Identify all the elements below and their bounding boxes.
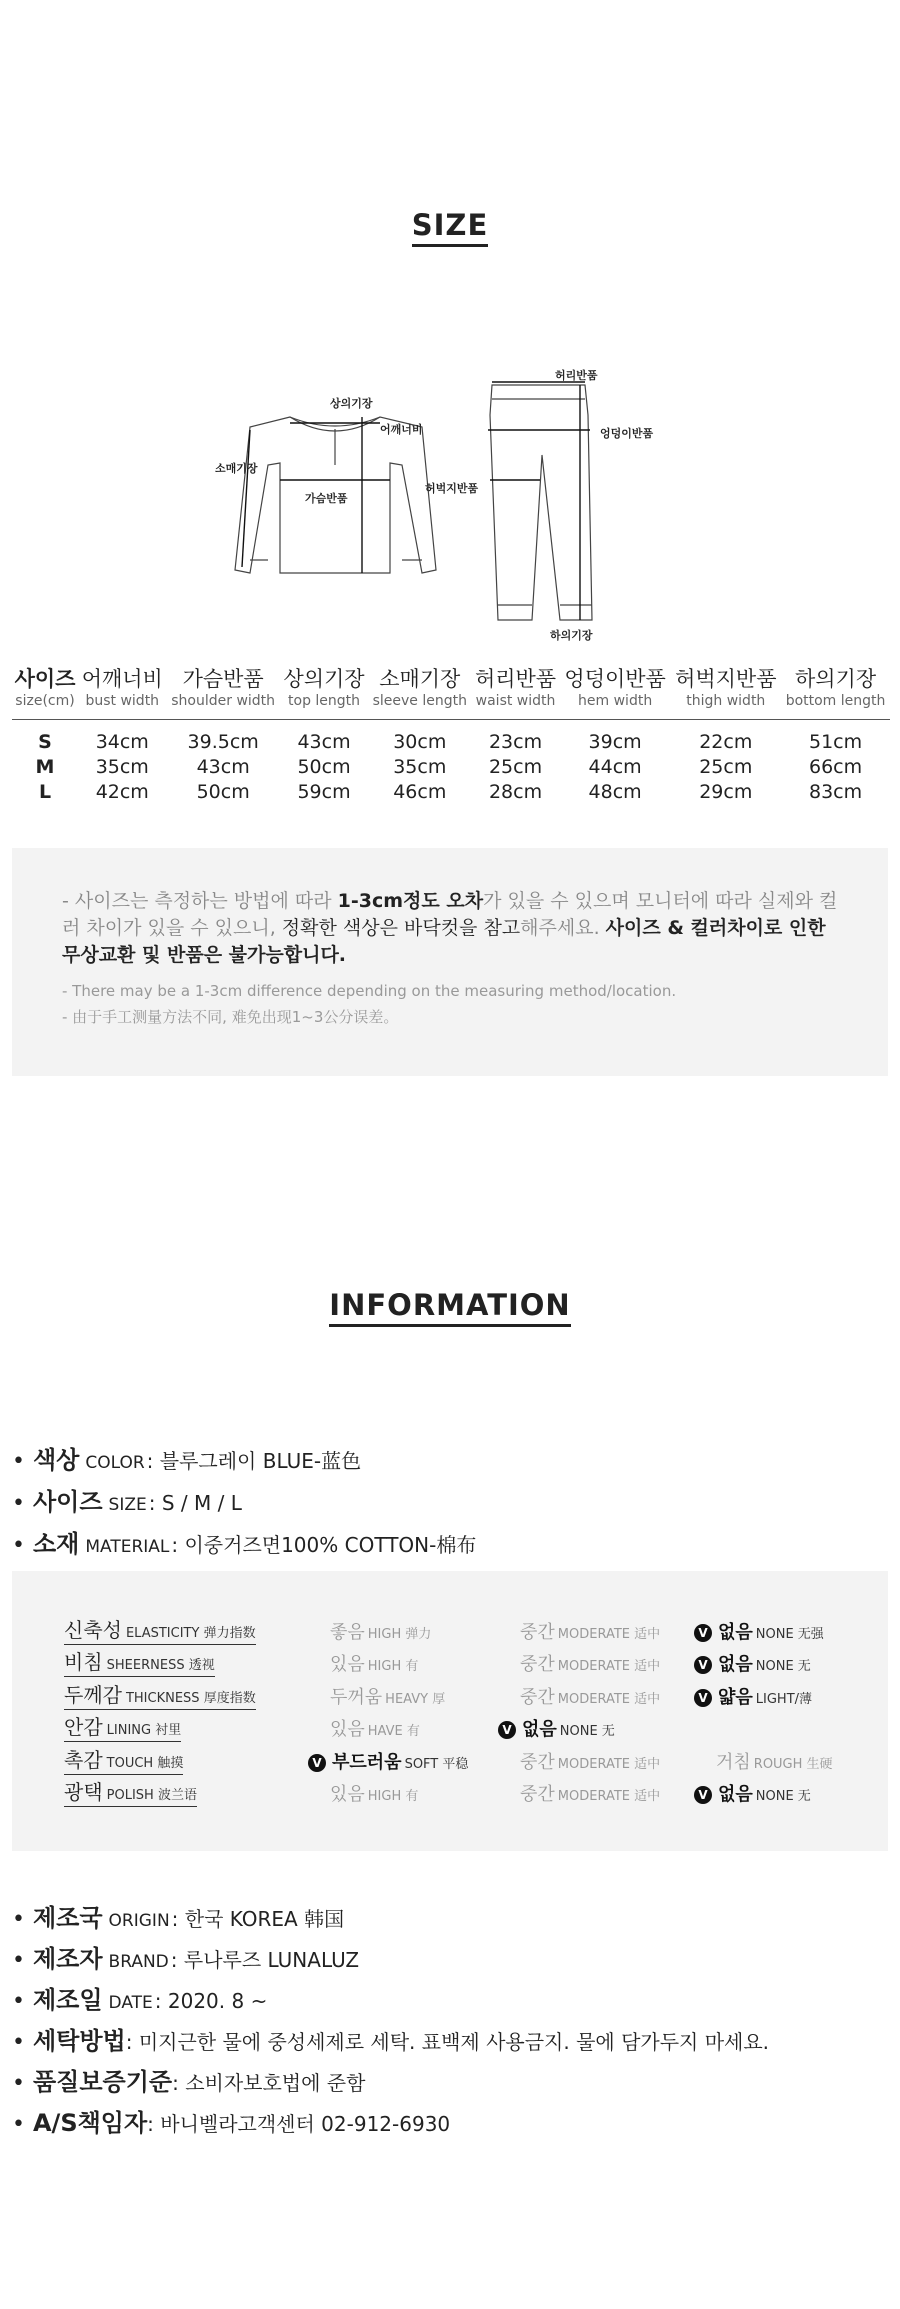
check-icon: V (694, 1624, 712, 1642)
table-row: L 42cm 50cm 59cm 46cm 28cm 48cm 29cm 83cm (38, 781, 863, 803)
header-size: 사이즈 size(cm) (12, 666, 78, 720)
header-col: 하의기장 bottom length (781, 666, 890, 720)
option: 있음 HIGH 有 (330, 1654, 419, 1675)
property-label: 비침 SHEERNESS 透视 (64, 1646, 215, 1677)
property-label: 두께감 THICKNESS 厚度指数 (64, 1679, 256, 1710)
header-col: 어깨너비 bust width (78, 666, 167, 720)
size-section-title: SIZE (0, 208, 900, 247)
info-size: • 사이즈 SIZE : S / M / L (12, 1488, 242, 1516)
table-row: M 35cm 43cm 50cm 35cm 25cm 44cm 25cm 66cm (35, 756, 863, 778)
label-hip: 엉덩이반품 (600, 427, 654, 440)
notice-foreign (62, 978, 676, 1030)
option: 있음 HAVE 有 (330, 1719, 420, 1740)
option: 중간 MODERATE 适中 (520, 1784, 661, 1805)
label-chest: 가슴반품 (305, 492, 348, 505)
property-row-lining (12, 1711, 888, 1741)
notice-chinese: - 由于手工测量方法不同, 难免出现1~3公分误差。 (62, 1008, 399, 1026)
option: 중간 MODERATE 适中 (520, 1752, 661, 1773)
check-icon: V (498, 1721, 516, 1739)
label-shoulder: 어깨너비 (380, 423, 423, 436)
property-row-elasticity (12, 1614, 888, 1644)
option-selected: V 없음 NONE 无 (694, 1780, 811, 1806)
property-row-thickness (12, 1679, 888, 1709)
option: 중간 MODERATE 适中 (520, 1687, 661, 1708)
label-sleeve: 소매기장 (215, 462, 258, 475)
property-row-sheerness (12, 1646, 888, 1676)
property-label: 광택 POLISH 波兰语 (64, 1776, 197, 1807)
info-quality: • 품질보증기준: 소비자보호법에 준함 (12, 2068, 366, 2096)
info-color: • 색상 COLOR : 블루그레이 BLUE-蓝色 (12, 1446, 362, 1474)
option-selected: V 없음 NONE 无 (498, 1715, 615, 1741)
info-brand: • 제조자 BRAND : 루나루즈 LUNALUZ (12, 1945, 360, 1973)
check-icon: V (694, 1786, 712, 1804)
info-as: • A/S책임자: 바니벨라고객센터 02-912-6930 (12, 2109, 451, 2137)
garment-illustration (210, 355, 680, 645)
header-col: 가슴반품 shoulder width (167, 666, 280, 720)
size-table-header (12, 666, 890, 720)
option: 거침 ROUGH 生硬 (716, 1752, 833, 1773)
option: 중간 MODERATE 适中 (520, 1622, 661, 1643)
check-icon: V (694, 1656, 712, 1674)
info-section-title: INFORMATION (0, 1288, 900, 1327)
option-selected: V 얇음 LIGHT/薄 (694, 1683, 812, 1709)
option-selected: V 부드러움 SOFT 平稳 (308, 1748, 468, 1774)
notice-english: - There may be a 1-3cm difference depending on the measuring method/location. (62, 982, 677, 1000)
header-col: 허리반품 waist width (471, 666, 560, 720)
option: 있음 HIGH 有 (330, 1784, 419, 1805)
label-waist: 허리반품 (555, 369, 598, 382)
option: 좋음 HIGH 弹力 (330, 1622, 432, 1643)
info-origin: • 제조국 ORIGIN : 한국 KOREA 韩国 (12, 1904, 345, 1932)
property-row-polish (12, 1776, 888, 1806)
check-icon: V (308, 1754, 326, 1772)
property-label: 촉감 TOUCH 触摸 (64, 1744, 183, 1775)
label-bottom: 하의기장 (550, 629, 593, 642)
option-selected: V 없음 NONE 无 (694, 1650, 811, 1676)
property-label: 신축성 ELASTICITY 弹力指数 (64, 1614, 256, 1645)
label-top-length: 상의기장 (330, 397, 373, 410)
option-selected: V 없음 NONE 无强 (694, 1618, 824, 1644)
info-washing: • 세탁방법: 미지근한 물에 중성세제로 세탁. 표백제 사용금지. 물에 담가두지 마세요. (12, 2027, 770, 2055)
header-col: 허벅지반품 thigh width (670, 666, 781, 720)
property-row-touch (12, 1744, 888, 1774)
fabric-properties-box (12, 1571, 888, 1851)
info-material: • 소재 MATERIAL : 이중거즈면100% COTTON-棉布 (12, 1530, 477, 1558)
label-thigh: 허벅지반품 (425, 482, 479, 495)
size-notice-box (12, 848, 888, 1076)
header-col: 소매기장 sleeve length (368, 666, 471, 720)
size-table (12, 666, 890, 805)
header-col: 상의기장 top length (280, 666, 369, 720)
table-row: S 34cm 39.5cm 43cm 30cm 23cm 39cm 22cm 51cm (38, 731, 863, 753)
option: 두꺼움 HEAVY 厚 (330, 1687, 446, 1708)
property-label: 안감 LINING 衬里 (64, 1711, 181, 1742)
header-col: 엉덩이반품 hem width (560, 666, 671, 720)
info-date: • 제조일 DATE : 2020. 8 ~ (12, 1986, 268, 2014)
option: 중간 MODERATE 适中 (520, 1654, 661, 1675)
check-icon: V (694, 1689, 712, 1707)
notice-korean: - 사이즈는 측정하는 방법에 따라 1-3cm정도 오차가 있을 수 있으며 모니터에 따라 실제와 컬러 차이가 있을 수 있으니, 정확한 색상은 바닥컷을 참고해주세요. 사이즈 & 컬러차이로 인한 무상교환 및 반품은 불가능합니다. (62, 890, 838, 966)
size-diagram (210, 355, 680, 645)
